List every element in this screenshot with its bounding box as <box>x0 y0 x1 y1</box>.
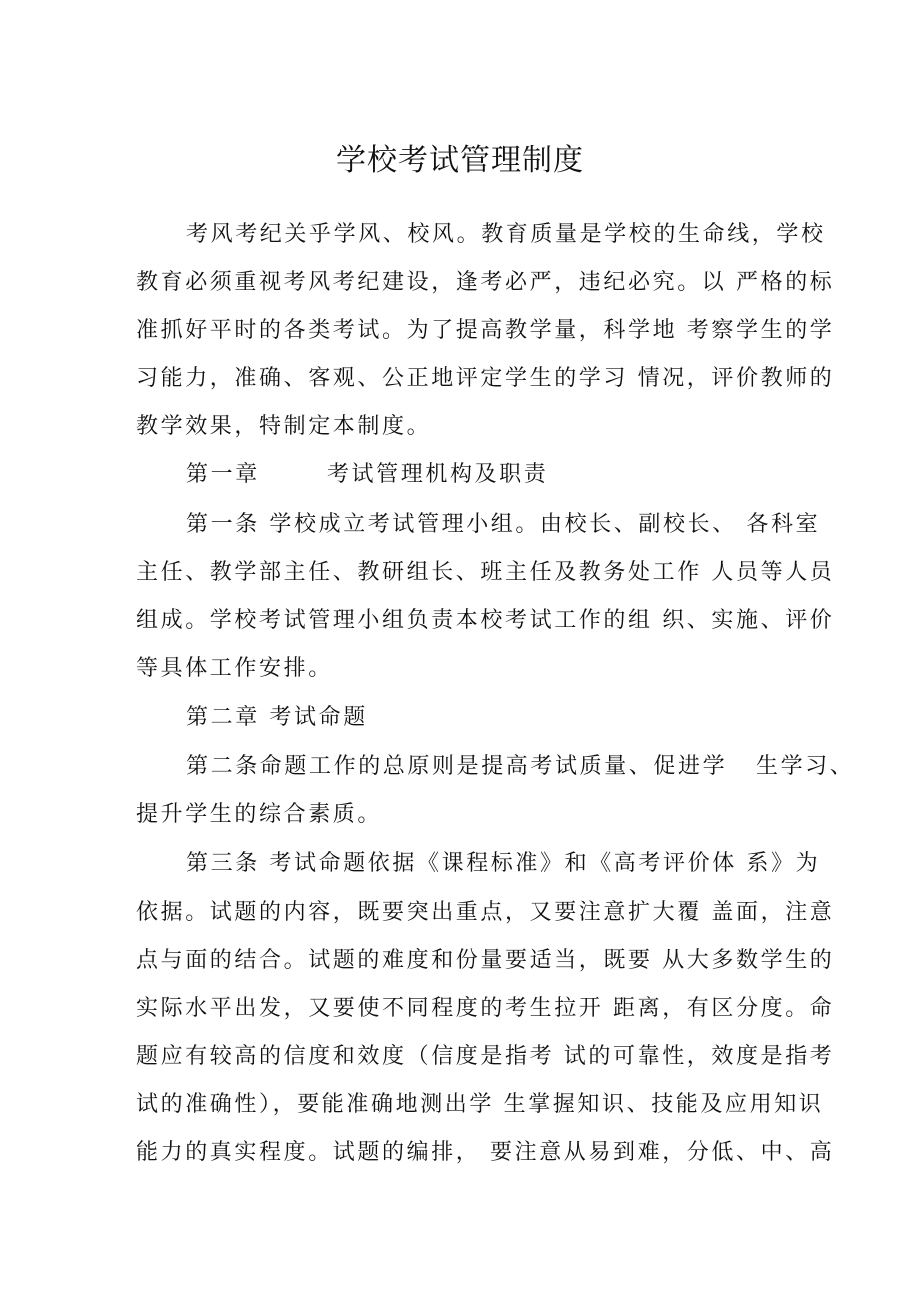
paragraph-line: 习能力，准确、客观、公正地评定学生的学习 情况，评价教师的 <box>136 366 835 391</box>
paragraph-line: 题应有较高的信度和效度（信度是指考 试的可靠性，效度是指考 <box>136 1044 835 1069</box>
paragraph-line: 点与面的结合。试题的难度和份量要适当，既要 从大多数学生的 <box>136 948 835 973</box>
paragraph-line: 第一条 学校成立考试管理小组。由校长、副校长、 各科室 <box>186 512 821 537</box>
paragraph-line: 教育必须重视考风考纪建设，逢考必严，违纪必究。以 严格的标 <box>136 270 835 295</box>
paragraph-line: 教学效果，特制定本制度。 <box>136 414 432 439</box>
paragraph-line: 提升学生的综合素质。 <box>136 802 383 827</box>
paragraph-line: 试的准确性），要能准确地测出学 生掌握知识、技能及应用知识 <box>136 1092 824 1117</box>
paragraph-line: 第二条命题工作的总原则是提高考试质量、促进学 生学习、 <box>186 754 855 779</box>
chapter-heading: 第一章 考试管理机构及职责 <box>186 462 549 487</box>
paragraph-line: 等具体工作安排。 <box>136 656 333 681</box>
paragraph-line: 组成。学校考试管理小组负责本校考试工作的组 织、实施、评价 <box>136 608 835 633</box>
paragraph-line: 主任、教学部主任、教研组长、班主任及教务处工作 人员等人员 <box>136 560 835 585</box>
paragraph-line: 考风考纪关乎学风、校风。教育质量是学校的生命线，学校 <box>186 222 826 247</box>
paragraph-line: 能力的真实程度。试题的编排， 要注意从易到难，分低、中、高 <box>136 1140 835 1165</box>
paragraph-line: 依据。试题的内容，既要突出重点，又要注意扩大覆 盖面，注意 <box>136 900 835 925</box>
paragraph-line: 第三条 考试命题依据《课程标准》和《高考评价体 系》为 <box>186 851 821 876</box>
paragraph-line: 实际水平出发，又要使不同程度的考生拉开 距离，有区分度。命 <box>136 996 835 1021</box>
chapter-heading: 第二章 考试命题 <box>186 705 368 730</box>
document-title: 学校考试管理制度 <box>336 143 584 178</box>
paragraph-line: 准抓好平时的各类考试。为了提高教学量，科学地 考察学生的学 <box>136 318 835 343</box>
